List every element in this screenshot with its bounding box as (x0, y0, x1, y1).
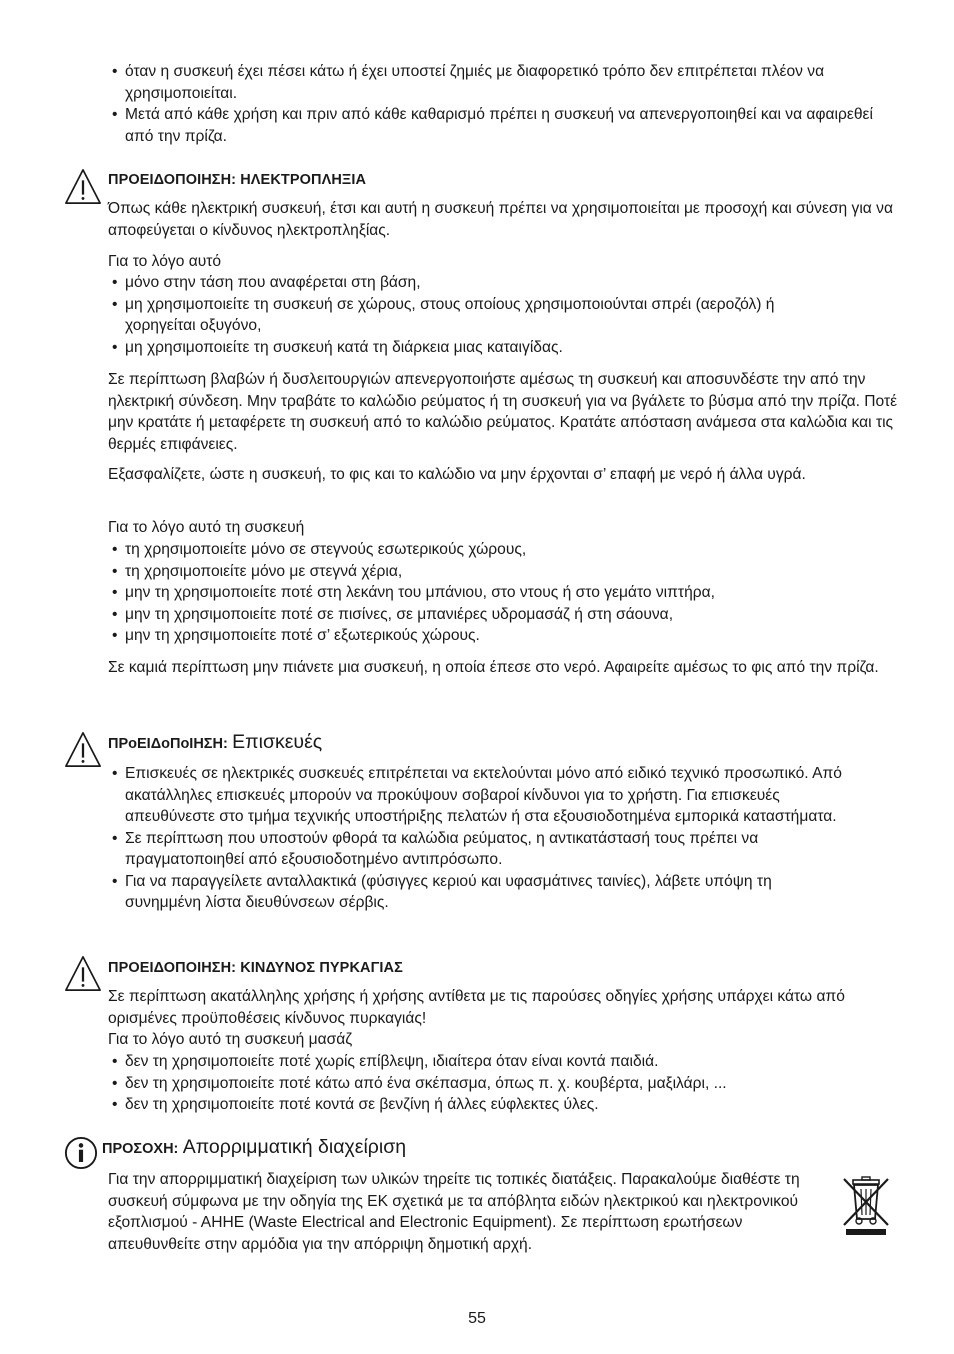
heading-title: Επισκευές (232, 731, 323, 753)
list-lead: Για το λόγο αυτό τη συσκευή (108, 519, 305, 536)
section-heading-electric: ΠΡΟΕΙΔΟΠΟΙΗΣΗ: ΗΛΕΚΤΡΟΠΛΗΞΙΑ (108, 172, 367, 188)
heading-lead: ΠΡΟΣΟΧΗ: (102, 1141, 179, 1157)
list-item: • δεν τη χρησιμοποιείτε ποτέ κάτω από ένα σκέπασμα, όπως π. χ. κουβέρτα, μαξιλάρι, ... (108, 1073, 898, 1095)
bullet-list (108, 539, 898, 647)
info-icon (64, 1136, 98, 1170)
list-item: • μη χρησιμοποιείτε τη συσκευή κατά τη διάρκεια μιας καταιγίδας. (108, 337, 788, 359)
list-item: • δεν τη χρησιμοποιείτε ποτέ κοντά σε βενζίνη ή άλλες εύφλεκτες ύλες. (108, 1094, 898, 1116)
list-item: • Μετά από κάθε χρήση και πριν από κάθε καθαρισμό πρέπει η συσκευή να απενεργοποιηθεί και να αφαιρεθεί από την πρίζα. (108, 104, 898, 147)
list-item: • μόνο στην τάση που αναφέρεται στη βάση, (108, 272, 788, 294)
warning-triangle-icon (64, 168, 102, 206)
section-heading-fire: ΠΡΟΕΙΔΟΠΟΙΗΣΗ: ΚΙΝΔΥΝΟΣ ΠΥΡΚΑΓΙΑΣ (108, 960, 403, 976)
list-lead: Για το λόγο αυτό (108, 253, 222, 270)
list-item: • μην τη χρησιμοποιείτε ποτέ σ’ εξωτερικούς χώρους. (108, 625, 898, 647)
heading-lead: ΠΡοΕΙΔοΠοΙΗΣΗ: (108, 736, 228, 752)
paragraph: Σε καμιά περίπτωση μην πιάνετε μια συσκευή, η οποία έπεσε στο νερό. Αφαιρείτε αμέσως το φις από την πρίζα. (108, 659, 879, 676)
paragraph: Για την απορριμματική διαχείριση των υλικών τηρείτε τις τοπικές διατάξεις. Παρακαλούμε διαθέστε τη συσκευή σύμφωνα με την οδηγία της ΕΚ σχετικά με τα απόβλητα ειδών ηλεκτρικού και ηλεκτρονικού εξοπλισμού - ΑΗΗΕ (Waste Electrical and Electronic Equipment). Σε περίπτωση ερωτήσεων απευθυνθείτε στην αρμόδια για την απόρριψη δημοτική αρχή. (108, 1171, 800, 1253)
section-heading-disposal (102, 1137, 892, 1161)
top-bullet-list (108, 61, 898, 147)
bullet-list (108, 763, 843, 914)
list-item: • Επισκευές σε ηλεκτρικές συσκευές επιτρέπεται να εκτελούνται μόνο από ειδικό τεχνικό προσωπικό. Από ακατάλληλες επισκευές μπορούν να προκύψουν σοβαροί κίνδυνοι για το χρήστη. Για επισκευές απευθύνεστε στο τμήμα τεχνικής υποστήριξης πελατών ή στα εξουσιοδοτημένα εμπορικά καταστήματα. (108, 763, 843, 828)
paragraph: Όπως κάθε ηλεκτρική συσκευή, έτσι και αυτή η συσκευή πρέπει να χρησιμοποιείται με προσοχή και σύνεση για να αποφεύγεται ο κίνδυνος ηλεκτροπληξίας. (108, 200, 893, 239)
paragraph: Εξασφαλίζετε, ώστε η συσκευή, το φις και το καλώδιο να μην έρχονται σ’ επαφή με νερό ή άλλα υγρά. (108, 466, 806, 483)
list-item: • μη χρησιμοποιείτε τη συσκευή σε χώρους, στους οποίους χρησιμοποιούνται σπρέι (αεροζόλ) ή χορηγείται οξυγόνο, (108, 294, 788, 337)
warning-triangle-icon (64, 731, 102, 769)
heading-title: Απορριμματική διαχείριση (182, 1136, 407, 1158)
crossed-bin-icon (840, 1175, 892, 1237)
list-item: • μην τη χρησιμοποιείτε ποτέ σε πισίνες, σε μπανιέρες υδρομασάζ ή στη σάουνα, (108, 604, 898, 626)
page-number: 55 (468, 1310, 486, 1327)
list-item: • μην τη χρησιμοποιείτε ποτέ στη λεκάνη του μπάνιου, στο ντους ή στο γεμάτο νιπτήρα, (108, 582, 898, 604)
bullet-list (108, 1051, 898, 1116)
list-item: • Σε περίπτωση που υποστούν φθορά τα καλώδια ρεύματος, η αντικατάστασή τους πρέπει να πραγματοποιηθεί από εξουσιοδοτημένο αντιπρόσωπο. (108, 828, 843, 871)
bullet-list (108, 272, 788, 358)
list-item: • τη χρησιμοποιείτε μόνο σε στεγνούς εσωτερικούς χώρους, (108, 539, 898, 561)
list-lead: Για το λόγο αυτό τη συσκευή μασάζ (108, 1031, 353, 1048)
warning-triangle-icon (64, 955, 102, 993)
paragraph: Σε περίπτωση βλαβών ή δυσλειτουργιών απενεργοποιήστε αμέσως τη συσκευή και αποσυνδέστε την από την ηλεκτρική σύνδεση. Μην τραβάτε το καλώδιο ρεύματος ή τη συσκευή για να βγάλετε το βύσμα από την πρίζα. Ποτέ μην κρατάτε ή μεταφέρετε τη συσκευή από το καλώδιο ρεύματος. Κρατάτε απόσταση ανάμεσα στα καλώδια και τις θερμές επιφάνειες. (108, 371, 898, 453)
list-item: • τη χρησιμοποιείτε μόνο με στεγνά χέρια, (108, 561, 898, 583)
list-item: • δεν τη χρησιμοποιείτε ποτέ χωρίς επίβλεψη, ιδιαίτερα όταν είναι κοντά παιδιά. (108, 1051, 898, 1073)
section-heading-repairs (108, 732, 898, 756)
list-item: • όταν η συσκευή έχει πέσει κάτω ή έχει υποστεί ζημιές με διαφορετικό τρόπο δεν επιτρέπεται πλέον να χρησιμοποιείται. (108, 61, 898, 104)
paragraph: Σε περίπτωση ακατάλληλης χρήσης ή χρήσης αντίθετα με τις παρούσες οδηγίες χρήσης υπάρχει κάτω από ορισμένες προϋποθέσεις κίνδυνος πυρκαγιάς! (108, 988, 845, 1027)
list-item: • Για να παραγγείλετε ανταλλακτικά (φύσιγγες κεριού και υφασμάτινες ταινίες), λάβετε υπόψη τη συνημμένη λίστα διευθύνσεων σέρβις. (108, 871, 843, 914)
